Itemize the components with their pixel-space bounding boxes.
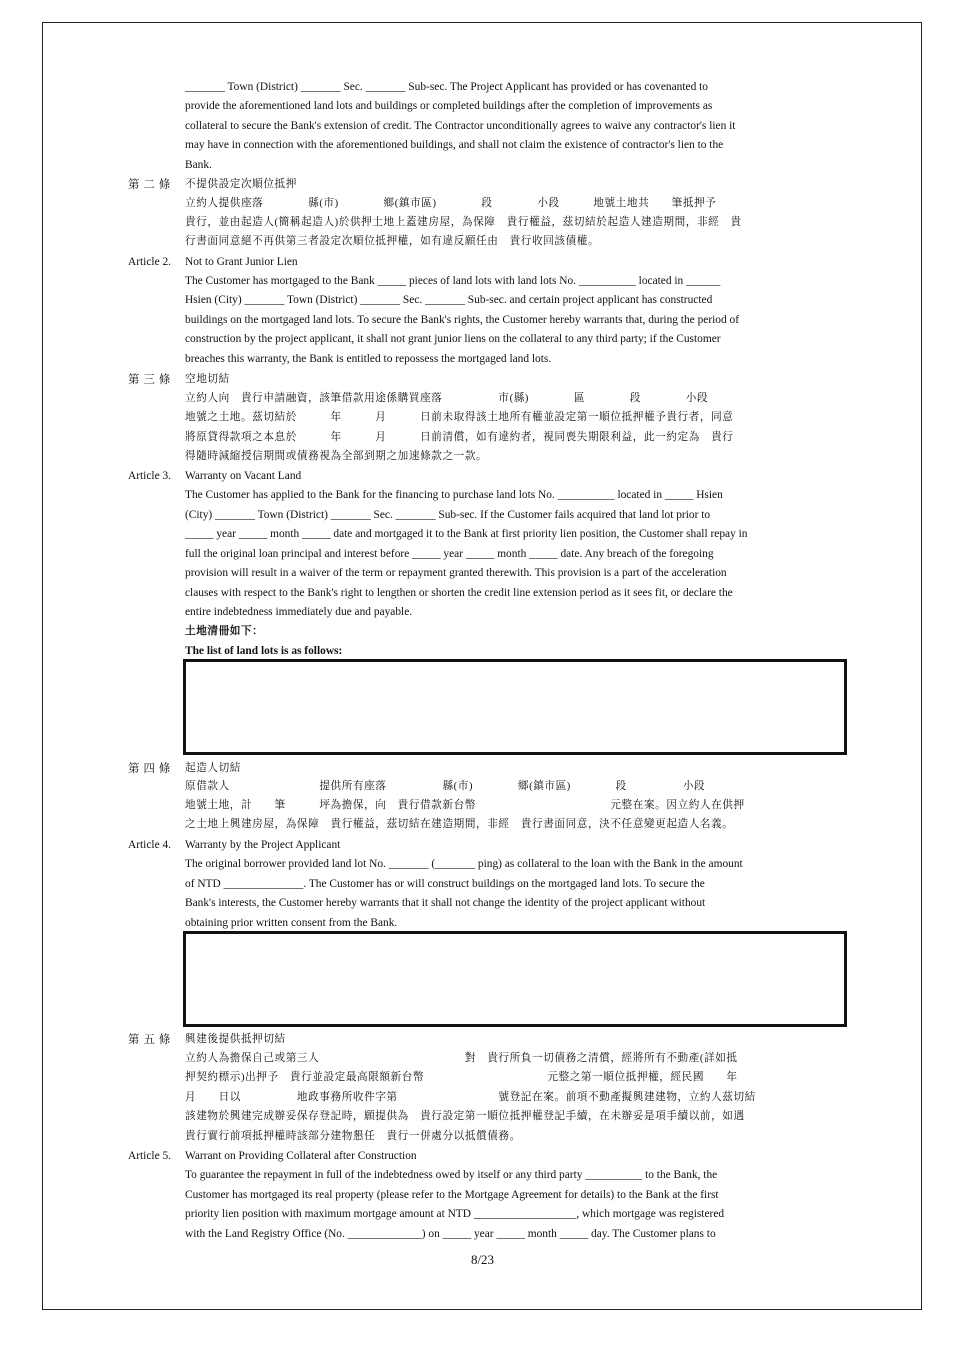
text-line: _____ year _____ month _____ date and mortgaged it to the Bank at first priority lien position, the Customer shall repay in [185, 528, 748, 540]
article-label-zh: 第 五 條 [128, 1034, 171, 1046]
text-line: (City) _______ Town (District) _______ Sec. _______ Sub-sec. If the Customer fails acquired that land lot prior to [185, 509, 711, 521]
text-line: obtaining prior written consent from the Bank. [185, 917, 398, 929]
article-label-en: Article 4. [128, 839, 172, 851]
text-line-zh: 原借款人 提供所有座落 縣(市) 鄉(鎮市區) 段 小段 [185, 781, 706, 792]
article-title-en: Warranty on Vacant Land [185, 470, 302, 482]
text-line: entire indebtedness immediately due and payable. [185, 606, 413, 618]
text-line: collateral to secure the Bank's extension of credit. The Contractor unconditionally agrees to waive any contractor's lien it [185, 120, 736, 132]
land-list-box[interactable] [183, 659, 847, 755]
article-label-en: Article 3. [128, 470, 172, 482]
text-line: The original borrower provided land lot No. _______ (_______ ping) as collateral to the loan with the Bank in the amount [185, 858, 743, 870]
land-list-heading-en: The list of land lots is as follows: [185, 645, 343, 657]
text-line: of NTD ______________. The Customer has or will construct buildings on the mortgaged land lots. To secure the [185, 878, 705, 890]
text-line: provide the aforementioned land lots and buildings or completed buildings after the completion of improvements as [185, 100, 713, 112]
text-line: may have in connection with the aforementioned buildings, and shall not claim the existence of contractor's lien to the [185, 139, 724, 151]
text-line: Customer has mortgaged its real property (please refer to the Mortgage Agreement for details) to the Bank at the first [185, 1189, 719, 1201]
land-list-heading-zh: 土地清冊如下： [185, 626, 264, 637]
text-line-zh: 立約人為擔保自己或第三人 對 貴行所負一切債務之清償，經將所有不動產(詳如抵 [185, 1053, 738, 1064]
article-label-zh: 第 三 條 [128, 374, 171, 386]
text-line: The Customer has mortgaged to the Bank _____ pieces of land lots with land lots No. __________ located in ______ [185, 275, 721, 287]
article-label-zh: 第 四 條 [128, 763, 171, 775]
article-title-zh: 不提供設定次順位抵押 [185, 179, 297, 190]
text-line: The Customer has applied to the Bank for the financing to purchase land lots No. __________ located in _____ Hsien [185, 489, 723, 501]
text-line: Hsien (City) _______ Town (District) _______ Sec. _______ Sub-sec. and certain project applicant has constructed [185, 294, 713, 306]
article-title-zh: 興建後提供抵押切結 [185, 1034, 286, 1045]
text-line-zh: 月 日以 地政事務所收件字第 號登記在案。前項不動產擬興建建物，立約人茲切結 [185, 1092, 756, 1103]
page-number: 8/23 [470, 1252, 495, 1267]
text-line: Bank. [185, 159, 212, 171]
text-line-zh: 地號土地，計 筆 坪為擔保，向 貴行借款新台幣 元整在案。因立約人在供押 [185, 800, 745, 811]
article-title-zh: 起造人切結 [185, 763, 241, 774]
text-line: buildings on the mortgaged land lots. To secure the Bank's rights, the Customer hereby warrants that, during the period of [185, 314, 740, 326]
text-line-zh: 該建物於興建完成辦妥保存登記時，願提供為 貴行設定第一順位抵押權登記手續，在未辦妥是項手續以前，如遇 [185, 1111, 745, 1122]
article-title-en: Warranty by the Project Applicant [185, 839, 341, 851]
text-line: Bank's interests, the Customer hereby warrants that it shall not change the identity of the project applicant without [185, 897, 706, 909]
text-line: priority lien position with maximum mortgage amount at NTD __________________, which mortgage was registered [185, 1208, 725, 1220]
article-title-en: Warrant on Providing Collateral after Construction [185, 1150, 417, 1162]
text-line: clauses with respect to the Bank's right to lengthen or shorten the credit line extension period as it sees fit, or declare the [185, 587, 733, 599]
article-label-zh: 第 二 條 [128, 179, 171, 191]
text-line: _______ Town (District) _______ Sec. _______ Sub-sec. The Project Applicant has provided or has covenanted to [185, 81, 708, 93]
text-line: construction by the project applicant, it shall not grant junior liens on the collateral to any third party; if the Customer [185, 333, 721, 345]
text-line-zh: 貴行實行前項抵押權時該部分建物懇任 貴行一併處分以抵償債務。 [185, 1131, 521, 1142]
article-title-en: Not to Grant Junior Lien [185, 256, 298, 268]
blank-box[interactable] [183, 931, 847, 1027]
text-line: full the original loan principal and interest before _____ year _____ month _____ date. Any breach of the foregoing [185, 548, 714, 560]
text-line-zh: 將原貸得款項之本息於 年 月 日前清償，如有違約者，視同喪失期限利益，此一約定為 貴行 [185, 432, 734, 443]
text-line-zh: 押契約標示)出押予 貴行並設定最高限額新台幣 元整之第一順位抵押權，經民國 年 [185, 1072, 738, 1083]
text-line-zh: 行書面同意絕不再供第三者設定次順位抵押權，如有違反願任由 貴行收回該債權。 [185, 236, 600, 247]
text-line-zh: 立約人向 貴行申請融資，該筆借款用途係購買座落 市(縣) 區 段 小段 [185, 393, 709, 404]
text-line: with the Land Registry Office (No. _____________) on _____ year _____ month _____ day. The Customer plans to [185, 1228, 716, 1240]
text-line-zh: 立約人提供座落 縣(市) 鄉(鎮市區) 段 小段 地號土地共 筆抵押予 [185, 198, 717, 209]
text-line-zh: 得隨時減縮授信期間或債務視為全部到期之加速條款之一款。 [185, 451, 488, 462]
text-line-zh: 地號之土地。茲切結於 年 月 日前未取得該土地所有權並設定第一順位抵押權予貴行者，同意 [185, 412, 734, 423]
text-line: breaches this warranty, the Bank is entitled to repossess the mortgaged land lots. [185, 353, 552, 365]
article-label-en: Article 2. [128, 256, 172, 268]
article-title-zh: 空地切結 [185, 374, 230, 385]
text-line-zh: 之土地上興建房屋，為保障 貴行權益，茲切結在建造期間，非經 貴行書面同意，決不任意變更起造人名義。 [185, 819, 734, 830]
text-line: provision will result in a waiver of the term or repayment granted therewith. This provision is a part of the acceleration [185, 567, 727, 579]
article-label-en: Article 5. [128, 1150, 172, 1162]
text-line: To guarantee the repayment in full of the indebtedness owed by itself or any third party __________ to the Bank, the [185, 1169, 718, 1181]
text-line-zh: 貴行，並由起造人(簡稱起造人)於供押土地上蓋建房屋，為保障 貴行權益，茲切結於起造人建造期間，非經 貴 [185, 217, 742, 228]
